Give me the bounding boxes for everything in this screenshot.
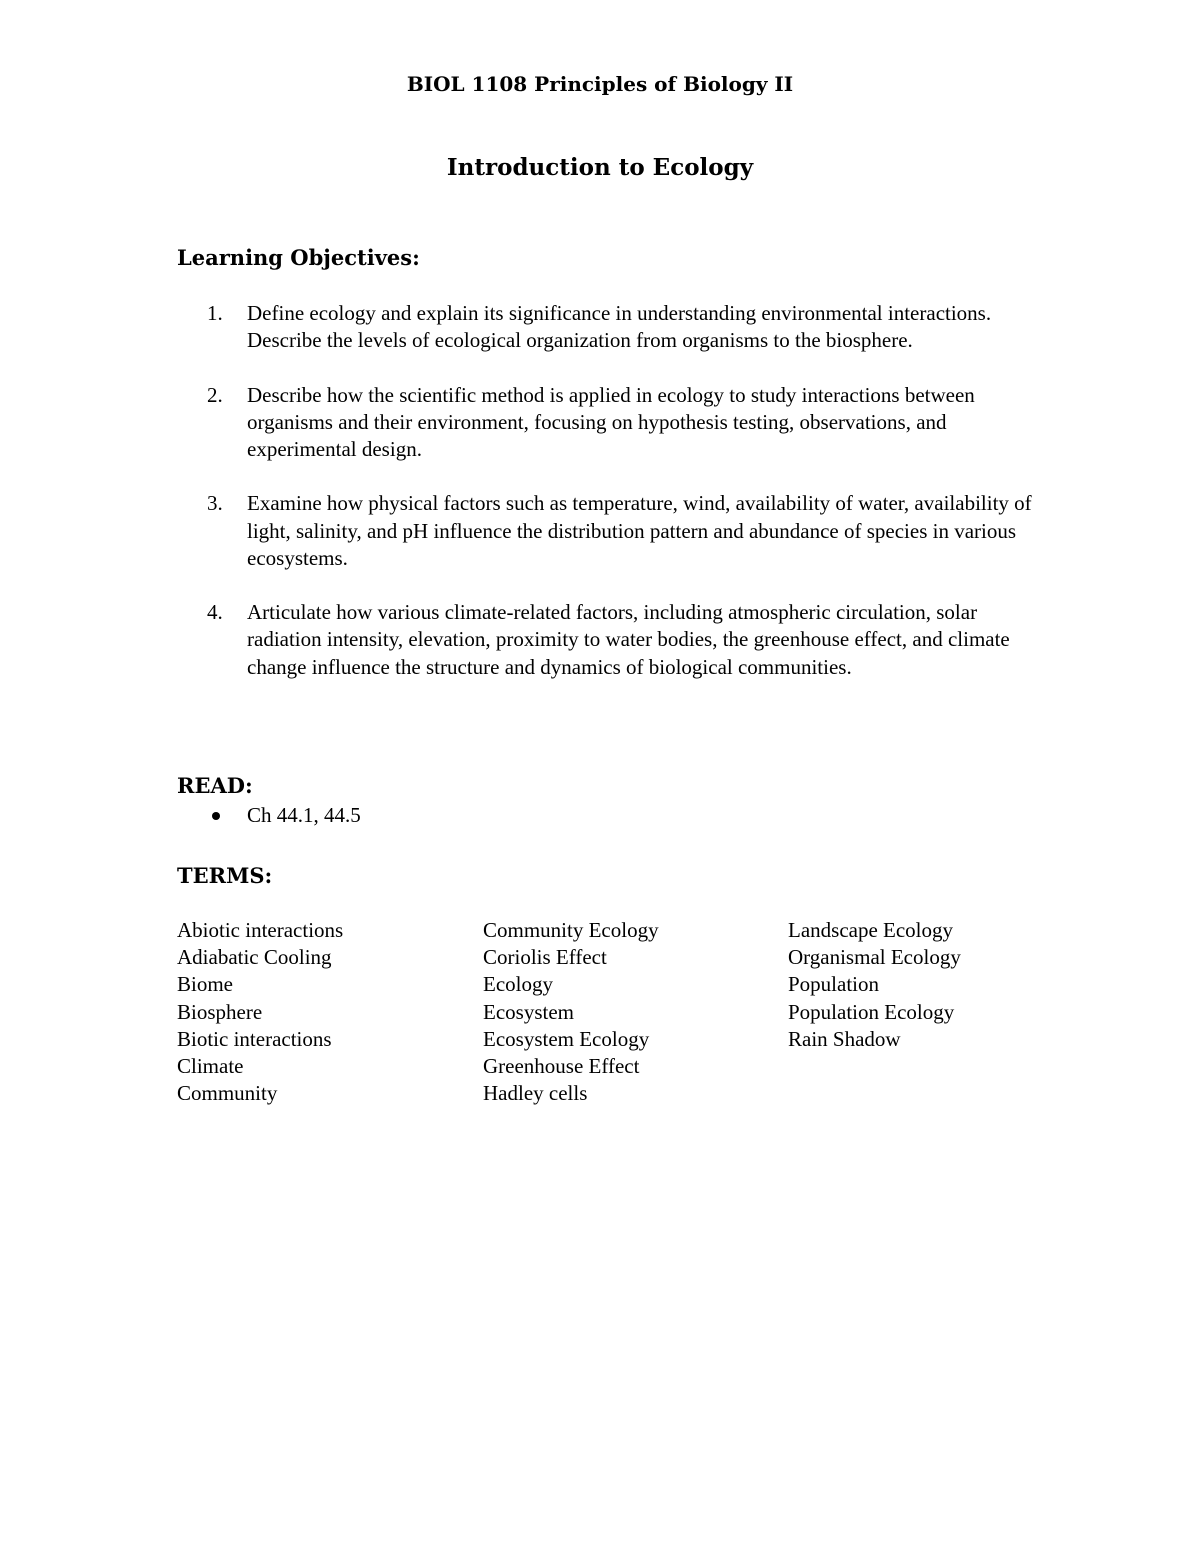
objective-number: 4. — [207, 600, 223, 625]
terms-column-1 — [177, 917, 343, 1107]
term-item: Ecosystem Ecology — [483, 1026, 650, 1051]
term-item: Rain Shadow — [788, 1026, 901, 1051]
term-item: Population — [788, 972, 880, 997]
term-item: Coriolis Effect — [483, 945, 607, 970]
terms-heading: TERMS: — [177, 863, 273, 888]
reading-list — [207, 801, 361, 829]
learning-objectives-list — [207, 300, 1037, 708]
term-item: Biosphere — [177, 999, 263, 1024]
term-item: Adiabatic Cooling — [177, 945, 332, 970]
terms-column-3 — [788, 917, 961, 1053]
objective-text: Articulate how various climate-related factors, including atmospheric circulation, solar radiation intensity, elevation, proximity to water bodies, the greenhouse effect, and climate change influence the structure and dynamics of biological communities. — [247, 600, 1010, 679]
bullet-icon — [212, 812, 220, 820]
term-item: Ecology — [483, 972, 553, 997]
term-item: Abiotic interactions — [177, 918, 344, 942]
term-item: Greenhouse Effect — [483, 1054, 640, 1079]
objective-text: Define ecology and explain its significance in understanding environmental interactions. Describe the levels of ecological organization from organisms to the biosphere. — [247, 301, 992, 353]
objective-item — [207, 599, 1037, 681]
reading-item-text: Ch 44.1, 44.5 — [247, 803, 361, 827]
objective-text: Examine how physical factors such as temperature, wind, availability of water, availability of light, salinity, and pH influence the distribution pattern and abundance of species in various ecosystems. — [247, 491, 1032, 570]
objective-number: 3. — [207, 491, 223, 516]
term-item: Population Ecology — [788, 999, 955, 1024]
term-item: Community — [177, 1081, 278, 1106]
objective-number: 2. — [207, 382, 223, 407]
term-item: Landscape Ecology — [788, 918, 954, 942]
term-item: Hadley cells — [483, 1081, 588, 1106]
read-heading: READ: — [177, 773, 253, 798]
terms-column-2 — [483, 917, 659, 1107]
objective-item — [207, 300, 1037, 354]
term-item: Biotic interactions — [177, 1026, 332, 1051]
term-item: Community Ecology — [483, 918, 659, 942]
course-title: BIOL 1108 Principles of Biology II — [406, 72, 794, 96]
objective-number: 1. — [207, 301, 223, 325]
learning-objectives-heading: Learning Objectives: — [177, 245, 420, 270]
term-item: Organismal Ecology — [788, 945, 961, 970]
term-item: Climate — [177, 1054, 244, 1079]
objective-text: Describe how the scientific method is applied in ecology to study interactions between organisms and their environment, focusing on hypothesis testing, observations, and experimental design. — [247, 382, 975, 461]
objective-item — [207, 490, 1037, 572]
reading-item — [207, 801, 361, 829]
term-item: Ecosystem — [483, 999, 574, 1024]
term-item: Biome — [177, 972, 233, 997]
objective-item — [207, 382, 1037, 464]
document-title: Introduction to Ecology — [446, 154, 754, 181]
